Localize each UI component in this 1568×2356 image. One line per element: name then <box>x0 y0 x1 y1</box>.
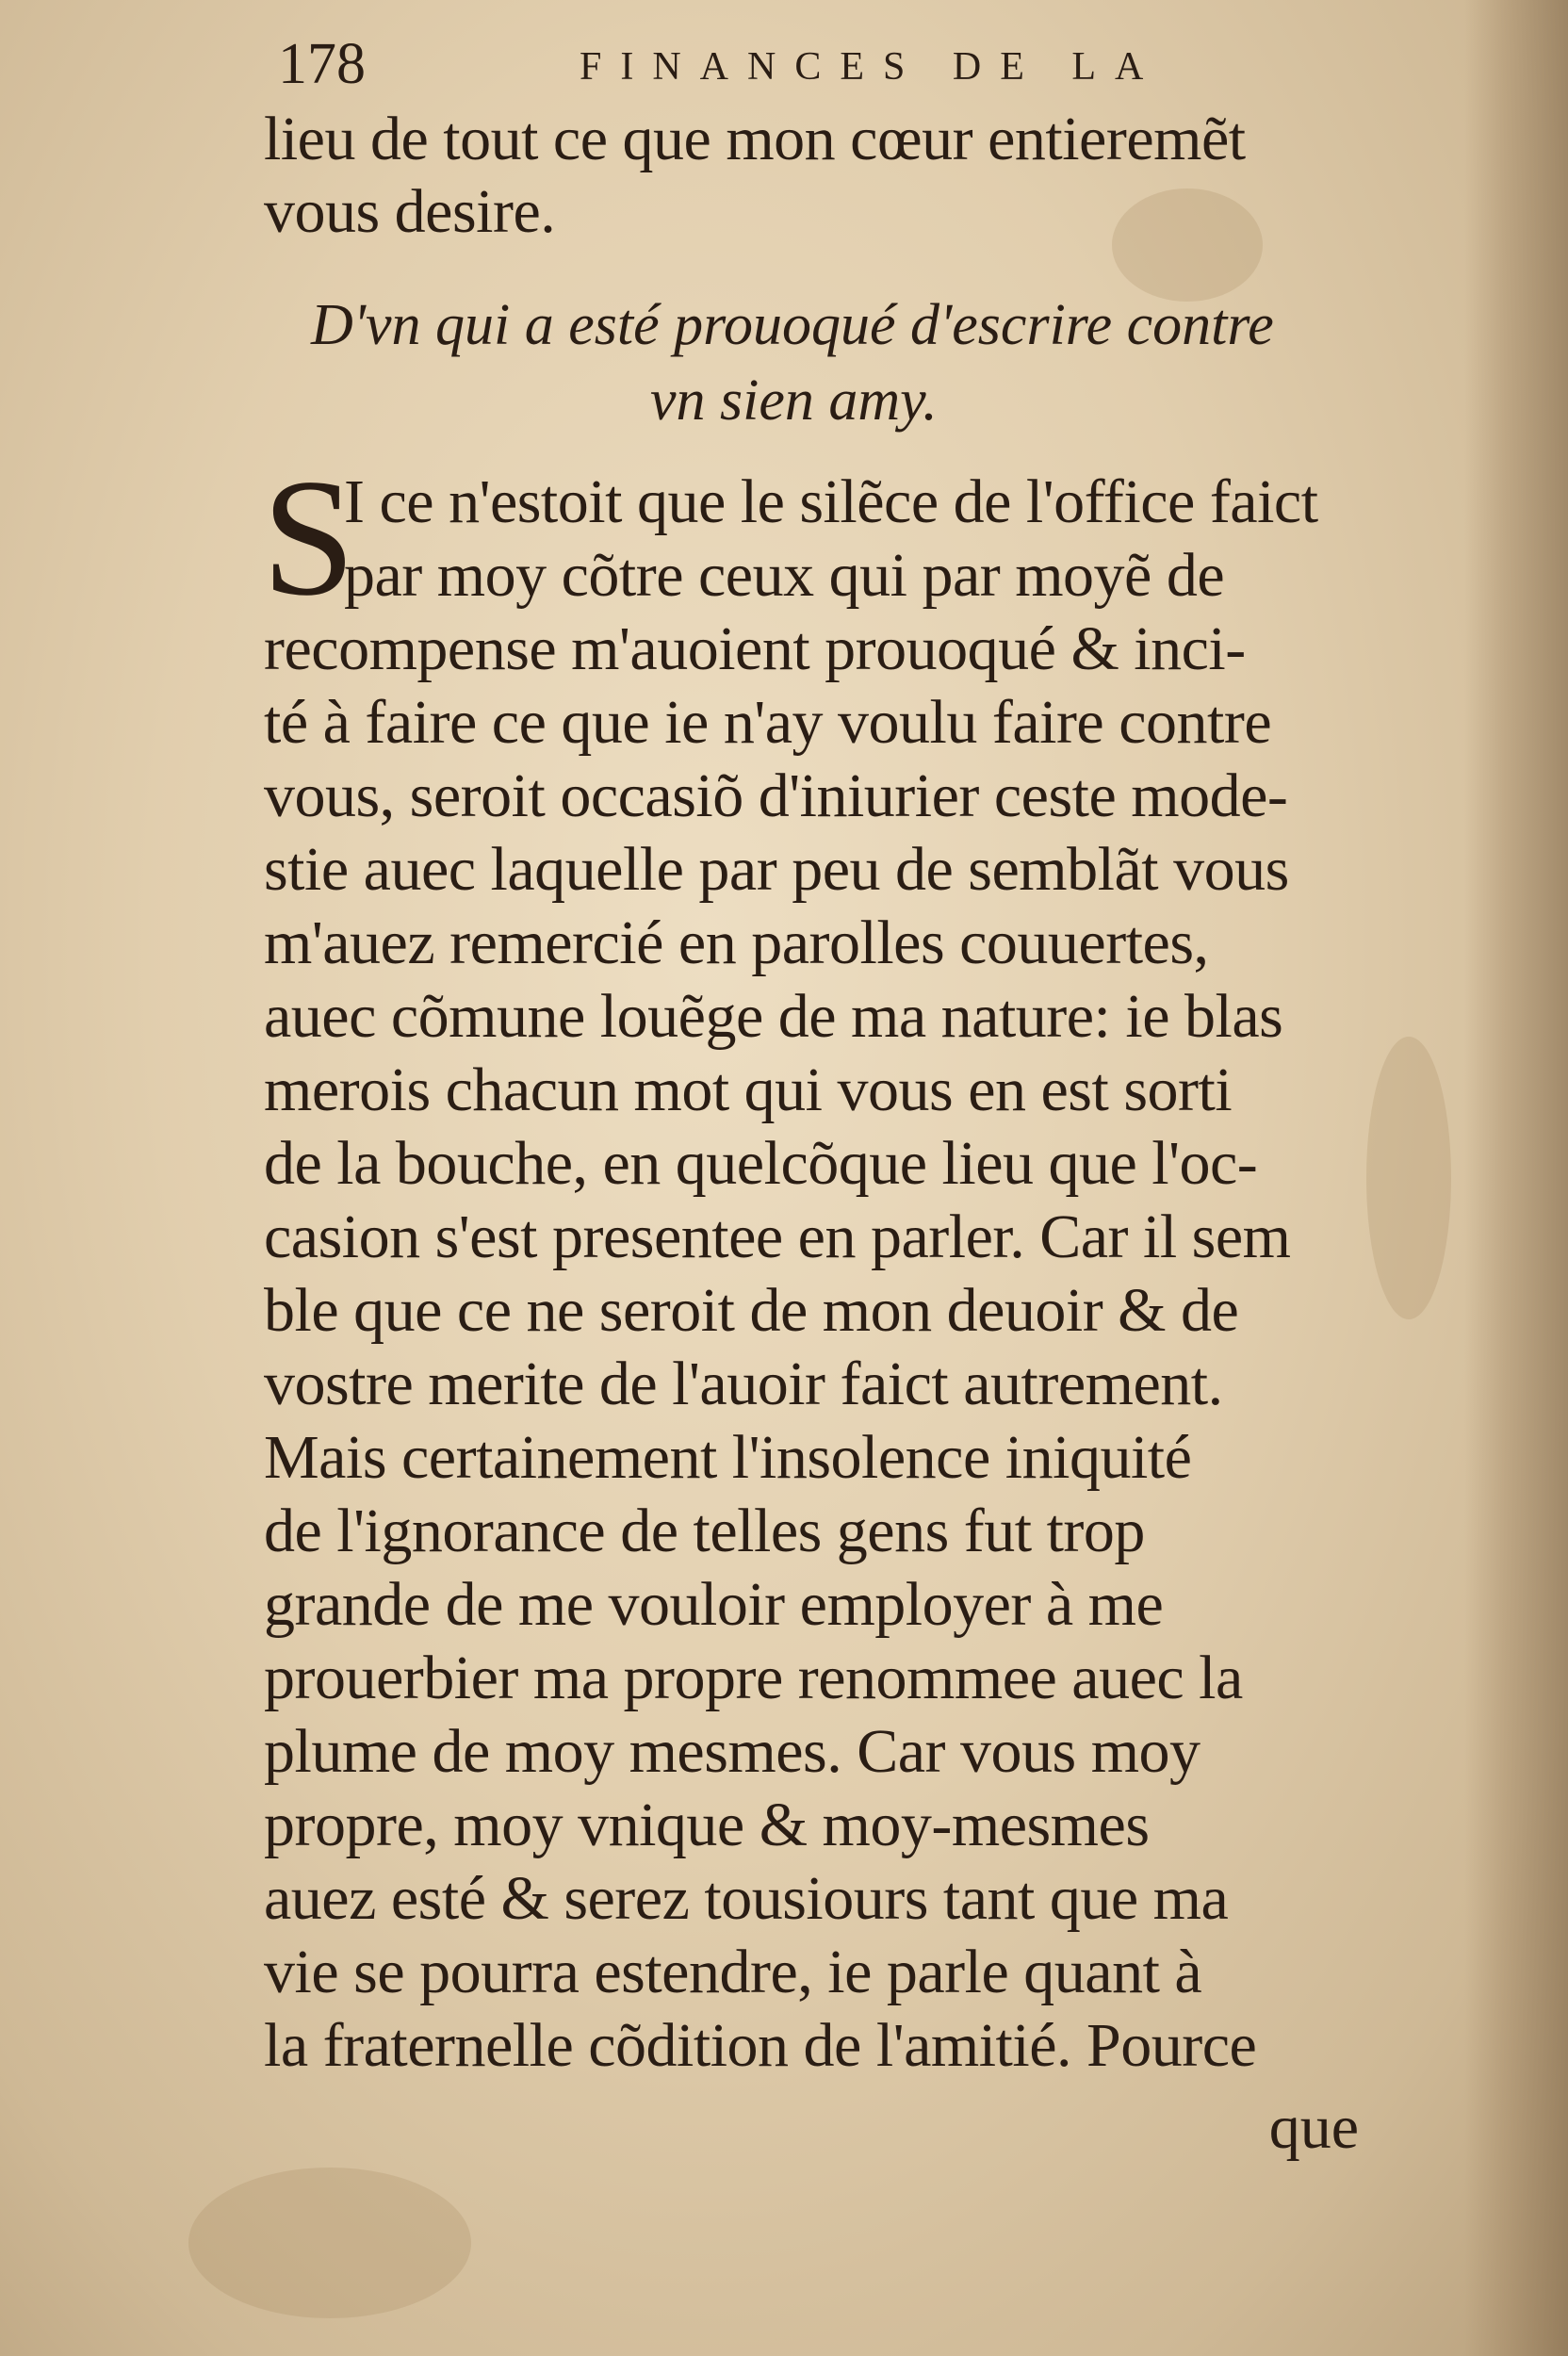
text-line: vous, seroit occasiõ d'iniurier ceste mode- <box>264 761 1288 830</box>
text-line: vie se pourra estendre, ie parle quant à <box>264 1938 1202 2006</box>
text-line: auez esté & serez tousiours tant que ma <box>264 1864 1229 1933</box>
drop-cap: S <box>262 444 355 630</box>
text-line: té à faire ce que ie n'ay voulu faire contre <box>264 688 1272 757</box>
section-heading: D'vn qui a esté prouoqué d'escrire contre <box>311 293 1274 357</box>
text-line: vostre merite de l'auoir faict autrement. <box>264 1350 1223 1418</box>
text-line: de la bouche, en quelcõque lieu que l'oc- <box>264 1129 1258 1198</box>
text-line: lieu de tout ce que mon cœur entieremẽt <box>264 105 1246 173</box>
text-line: merois chacun mot qui vous en est sorti <box>264 1055 1233 1124</box>
text-line: grande de me vouloir employer à me <box>264 1570 1164 1639</box>
text-line: la fraternelle cõdition de l'amitié. Pource <box>264 2011 1257 2080</box>
text-line: par moy cõtre ceux qui par moyẽ de <box>344 541 1225 610</box>
text-line: de l'ignorance de telles gens fut trop <box>264 1497 1145 1565</box>
section-heading: vn sien amy. <box>650 368 938 433</box>
text-line: Mais certainement l'insolence iniquité <box>264 1423 1192 1492</box>
text-line: propre, moy vnique & moy-mesmes <box>264 1791 1150 1859</box>
page-header <box>278 26 1220 102</box>
text-line: plume de moy mesmes. Car vous moy <box>264 1717 1200 1786</box>
text-line: vous desire. <box>264 177 556 246</box>
page-number: 178 <box>278 32 366 96</box>
text-line: ble que ce ne seroit de mon deuoir & de <box>264 1276 1239 1345</box>
text-line: prouerbier ma propre renommee auec la <box>264 1644 1243 1712</box>
text-line: casion s'est presentee en parler. Car il sem <box>264 1203 1291 1271</box>
catchword: que <box>1268 2093 1359 2162</box>
text-line: I ce n'estoit que le silẽce de l'office faict <box>344 467 1318 536</box>
running-head: FINANCES DE LA <box>580 45 1163 89</box>
text-line: stie auec laquelle par peu de semblãt vous <box>264 835 1289 904</box>
text-line: auec cõmune louẽge de ma nature: ie blas <box>264 982 1283 1051</box>
text-line: recompense m'auoient prouoqué & inci- <box>264 614 1246 683</box>
text-line: m'auez remercié en parolles couuertes, <box>264 908 1209 977</box>
